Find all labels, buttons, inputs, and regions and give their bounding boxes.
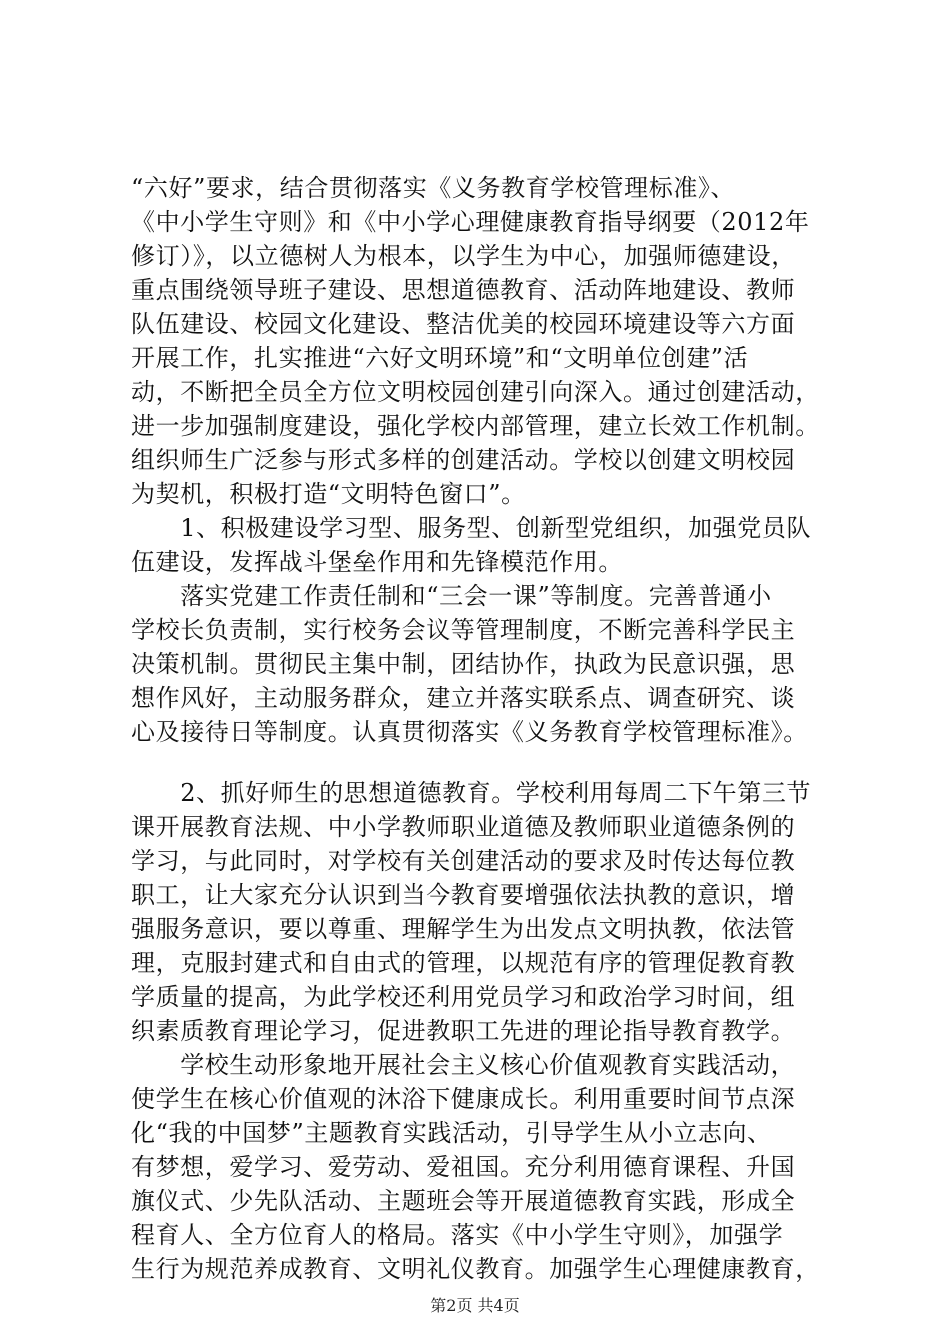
text-line: 学习，与此同时，对学校有关创建活动的要求及时传达每位教 bbox=[131, 847, 796, 875]
text-line: 有梦想，爱学习、爱劳动、爱祖国。充分利用德育课程、升国 bbox=[131, 1153, 796, 1181]
text-line: 理，克服封建式和自由式的管理，以规范有序的管理促教育教 bbox=[131, 949, 796, 977]
text-line: 强服务意识，要以尊重、理解学生为出发点文明执教，依法管 bbox=[131, 915, 796, 943]
text-line: 组织师生广泛参与形式多样的创建活动。学校以创建文明校园 bbox=[131, 446, 796, 474]
text-line: 化“我的中国梦”主题教育实践活动，引导学生从小立志向、 bbox=[131, 1119, 772, 1147]
text-line: 开展工作，扎实推进“六好文明环境”和“文明单位创建”活 bbox=[131, 344, 749, 372]
text-line: 2、抓好师生的思想道德教育。学校利用每周二下午第三节 bbox=[131, 779, 812, 807]
text-line: 学校生动形象地开展社会主义核心价值观教育实践活动， bbox=[131, 1051, 796, 1079]
text-line: 为契机，积极打造“文明特色窗口”。 bbox=[131, 480, 526, 508]
text-line: 学校长负责制，实行校务会议等管理制度，不断完善科学民主 bbox=[131, 616, 796, 644]
text-line: 学质量的提高，为此学校还利用党员学习和政治学习时间，组 bbox=[131, 983, 796, 1011]
text-line: 动，不断把全员全方位文明校园创建引向深入。通过创建活动， bbox=[131, 378, 820, 406]
text-line: “六好”要求，结合贯彻落实《义务教育学校管理标准》、 bbox=[131, 174, 736, 202]
text-line: 1、积极建设学习型、服务型、创新型党组织，加强党员队 bbox=[131, 514, 812, 542]
text-line: 伍建设，发挥战斗堡垒作用和先锋模范作用。 bbox=[131, 548, 623, 576]
text-line: 修订）》，以立德树人为根本，以学生为中心，加强师德建设， bbox=[131, 242, 796, 270]
text-line: 队伍建设、校园文化建设、整洁优美的校园环境建设等六方面 bbox=[131, 310, 796, 338]
text-line: 进一步加强制度建设，强化学校内部管理，建立长效工作机制。 bbox=[131, 412, 820, 440]
text-line: 旗仪式、少先队活动、主题班会等开展道德教育实践，形成全 bbox=[131, 1187, 796, 1215]
text-line: 想作风好，主动服务群众，建立并落实联系点、调查研究、谈 bbox=[131, 684, 796, 712]
text-line: 《中小学生守则》和《中小学心理健康教育指导纲要（2012年 bbox=[131, 208, 810, 236]
text-line: 使学生在核心价值观的沐浴下健康成长。利用重要时间节点深 bbox=[131, 1085, 796, 1113]
text-line: 课开展教育法规、中小学教师职业道德及教师职业道德条例的 bbox=[131, 813, 796, 841]
text-line: 心及接待日等制度。认真贯彻落实《义务教育学校管理标准》。 bbox=[131, 718, 808, 746]
text-line: 落实党建工作责任制和“三会一课”等制度。完善普通小 bbox=[131, 582, 772, 610]
page-footer: 第2页 共4页 bbox=[430, 1296, 520, 1315]
text-line: 职工，让大家充分认识到当今教育要增强依法执教的意识，增 bbox=[131, 881, 796, 909]
text-line: 重点围绕领导班子建设、思想道德教育、活动阵地建设、教师 bbox=[131, 276, 796, 304]
text-line: 程育人、全方位育人的格局。落实《中小学生守则》，加强学 bbox=[131, 1221, 784, 1249]
text-line: 生行为规范养成教育、文明礼仪教育。加强学生心理健康教育， bbox=[131, 1255, 820, 1283]
text-line: 织素质教育理论学习，促进教职工先进的理论指导教育教学。 bbox=[131, 1017, 796, 1045]
text-line: 决策机制。贯彻民主集中制，团结协作，执政为民意识强，思 bbox=[131, 650, 796, 678]
